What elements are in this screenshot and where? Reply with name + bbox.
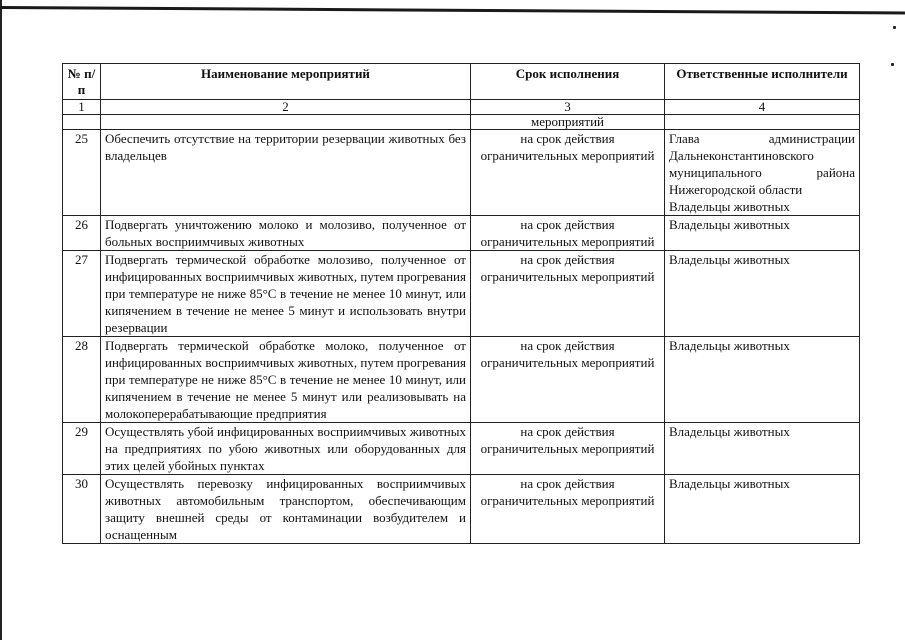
row-term: на срок действия ограничительных мероприятий xyxy=(471,130,665,216)
table-row xyxy=(63,216,860,251)
row-term: на срок действия ограничительных мероприятий xyxy=(471,475,665,544)
row-term: на срок действия ограничительных мероприятий xyxy=(471,216,665,251)
row-responsible xyxy=(665,423,860,475)
column-number: 4 xyxy=(665,100,860,115)
row-responsible xyxy=(665,115,860,130)
continuation-row xyxy=(63,115,860,130)
page-top-rule xyxy=(0,6,905,15)
column-number: 2 xyxy=(101,100,471,115)
scan-speck xyxy=(891,63,894,66)
row-num: 27 xyxy=(63,251,101,337)
table-row xyxy=(63,251,860,337)
scan-speck xyxy=(893,26,896,29)
responsible-line: Глава администрации Дальнеконстантиновского муниципального района Нижегородской области xyxy=(669,131,855,197)
row-action: Подвергать уничтожению молоко и молозиво, полученное от больных восприимчивых животных xyxy=(101,216,471,251)
table-row xyxy=(63,475,860,544)
header-action: Наименование мероприятий xyxy=(101,64,471,100)
row-term: на срок действия ограничительных мероприятий xyxy=(471,251,665,337)
column-number: 1 xyxy=(63,100,101,115)
row-responsible xyxy=(665,216,860,251)
row-num: 30 xyxy=(63,475,101,544)
responsible-line: Владельцы животных xyxy=(669,217,790,232)
column-number: 3 xyxy=(471,100,665,115)
table-row xyxy=(63,337,860,423)
row-action: Подвергать термической обработке молозиво, полученное от инфицированных восприимчивых животных, путем прогревания при температуре не ниже 85°С в течение не менее 10 минут, или кипячением в течение не менее 5 минут и использовать внутри резервации xyxy=(101,251,471,337)
row-action: Обеспечить отсутствие на территории резервации животных без владельцев xyxy=(101,130,471,216)
row-responsible xyxy=(665,130,860,216)
measures-table xyxy=(62,63,860,544)
row-num xyxy=(63,115,101,130)
row-term: на срок действия ограничительных мероприятий xyxy=(471,337,665,423)
responsible-line: Владельцы животных xyxy=(669,252,790,267)
row-num: 28 xyxy=(63,337,101,423)
row-responsible xyxy=(665,475,860,544)
column-number-row xyxy=(63,100,860,115)
table-row xyxy=(63,423,860,475)
row-term: мероприятий xyxy=(471,115,665,130)
page-left-edge xyxy=(0,0,2,640)
row-action: Осуществлять перевозку инфицированных восприимчивых животных автомобильным транспортом, обеспечивающим защиту внешней среды от контаминации возбудителем и оснащенным xyxy=(101,475,471,544)
responsible-line: Владельцы животных xyxy=(669,476,790,491)
header-num: № п/п xyxy=(63,64,101,100)
row-responsible xyxy=(665,337,860,423)
row-term: на срок действия ограничительных мероприятий xyxy=(471,423,665,475)
responsible-line: Владельцы животных xyxy=(669,424,790,439)
row-action xyxy=(101,115,471,130)
header-row xyxy=(63,64,860,100)
row-action: Осуществлять убой инфицированных восприимчивых животных на предприятиях по убою животных или оборудованных для этих целей убойных пунктах xyxy=(101,423,471,475)
row-num: 26 xyxy=(63,216,101,251)
header-term: Срок исполнения xyxy=(471,64,665,100)
row-num: 29 xyxy=(63,423,101,475)
row-responsible xyxy=(665,251,860,337)
row-action: Подвергать термической обработке молоко, полученное от инфицированных восприимчивых животных, путем прогревания при температуре не ниже 85°С в течение не менее 10 минут, или кипячением в течение не менее 5 минут или реализовывать на молокоперерабатывающие предприятия xyxy=(101,337,471,423)
header-responsible: Ответственные исполнители xyxy=(665,64,860,100)
responsible-line: Владельцы животных xyxy=(669,338,790,353)
table-row xyxy=(63,130,860,216)
responsible-line: Владельцы животных xyxy=(669,199,790,214)
row-num: 25 xyxy=(63,130,101,216)
